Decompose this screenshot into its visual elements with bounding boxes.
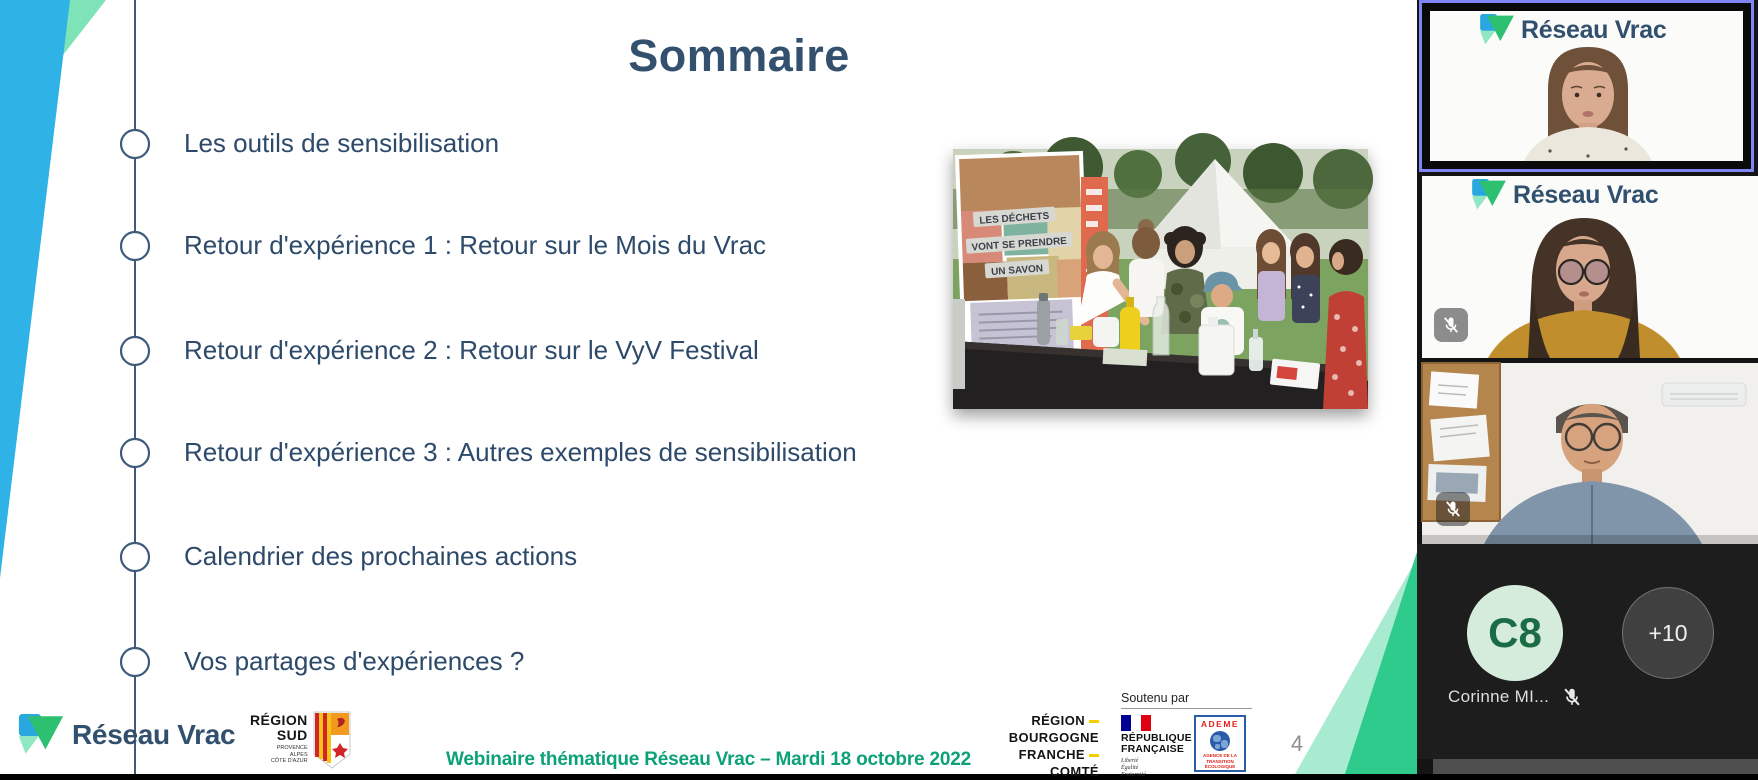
participant-3-video (1422, 363, 1758, 544)
french-flag-icon (1121, 715, 1151, 731)
video-tile-speaker[interactable] (1419, 0, 1754, 172)
divider (1121, 708, 1252, 709)
girl-lavender (1256, 229, 1286, 321)
rf-line1: RÉPUBLIQUE (1121, 732, 1192, 744)
overflow-count-badge[interactable]: +10 (1622, 587, 1714, 679)
timeline-node (121, 337, 149, 365)
region-sud-sub1: PROVENCE (276, 745, 308, 751)
easel-leg (953, 299, 965, 389)
video-tile-2[interactable] (1422, 176, 1758, 358)
rf-motto-1: Liberté (1121, 758, 1139, 764)
bfc-line2: BOURGOGNE (1008, 730, 1099, 745)
video-tile-next-edge[interactable] (1433, 759, 1758, 774)
event-photo (953, 149, 1368, 409)
timeline-node (121, 232, 149, 260)
avatar: C8 (1467, 585, 1563, 681)
blue-wedge (0, 0, 70, 578)
toc-item-3: Retour d'expérience 2 : Retour sur le VyV Festival (184, 335, 759, 365)
poster-chip-3: UN SAVON (990, 263, 1044, 279)
region-sud-line1: RÉGION (250, 712, 308, 728)
poster-chip-1: LES DÉCHETS (979, 210, 1050, 227)
bfc-line4: COMTÉ (1050, 764, 1099, 779)
ademe-globe-icon (1210, 731, 1230, 751)
mic-muted-icon (1436, 492, 1470, 526)
ademe-name: ADEME (1200, 719, 1240, 729)
ademe-caption: AGENCE DE LA TRANSITION ÉCOLOGIQUE (1202, 753, 1237, 769)
mic-muted-icon (1561, 686, 1583, 708)
timeline-node (121, 543, 149, 571)
participant-2-video (1422, 190, 1758, 358)
page-title: Sommaire (628, 30, 850, 81)
bfc-line1: RÉGION (1031, 713, 1085, 728)
mic-muted-icon (1434, 308, 1468, 342)
video-tile-avatars[interactable] (1417, 544, 1758, 759)
soutenu-par-label: Soutenu par (1121, 691, 1190, 705)
participant-name: Corinne MI... (1448, 687, 1550, 706)
region-sud-sub3: CÔTE D'AZUR (270, 758, 308, 764)
girl-navy (1290, 233, 1320, 323)
region-sud-line2: SUD (276, 727, 308, 743)
timeline-node (121, 439, 149, 467)
rf-motto-3: Fraternité (1121, 772, 1146, 778)
toc-item-1: Les outils de sensibilisation (184, 128, 500, 158)
rf-motto-2: Égalité (1121, 765, 1139, 771)
rf-line2: FRANÇAISE (1121, 743, 1185, 755)
bfc-line3: FRANCHE (1018, 747, 1085, 762)
participant-1-video (1430, 11, 1743, 161)
event-photo-illustration (953, 149, 1368, 409)
region-sud-sub2: ALPES (289, 751, 308, 758)
page-number: 4 (1290, 731, 1304, 756)
toc-item-6: Vos partages d'expériences ? (184, 646, 525, 676)
tile2-logo-text: Réseau Vrac (1513, 180, 1659, 209)
timeline-node (121, 648, 149, 676)
timeline-node (121, 130, 149, 158)
toc-item-2: Retour d'expérience 1 : Retour sur le Mois du Vrac (184, 230, 767, 260)
tile1-logo-text: Réseau Vrac (1521, 15, 1667, 44)
yellow-dash (1089, 720, 1099, 723)
slide-footer: Webinaire thématique Réseau Vrac – Mardi 18 octobre 2022 (446, 749, 971, 770)
participants-sidebar (1417, 0, 1758, 774)
poster-chip-2: VONT SE PRENDRE (971, 235, 1068, 254)
reseau-vrac-wordmark: Réseau Vrac (72, 719, 236, 750)
toc-item-4: Retour d'expérience 3 : Autres exemples de sensibilisation (184, 437, 857, 467)
toc-item-5: Calendrier des prochaines actions (184, 541, 578, 571)
video-tile-3[interactable] (1422, 363, 1758, 544)
